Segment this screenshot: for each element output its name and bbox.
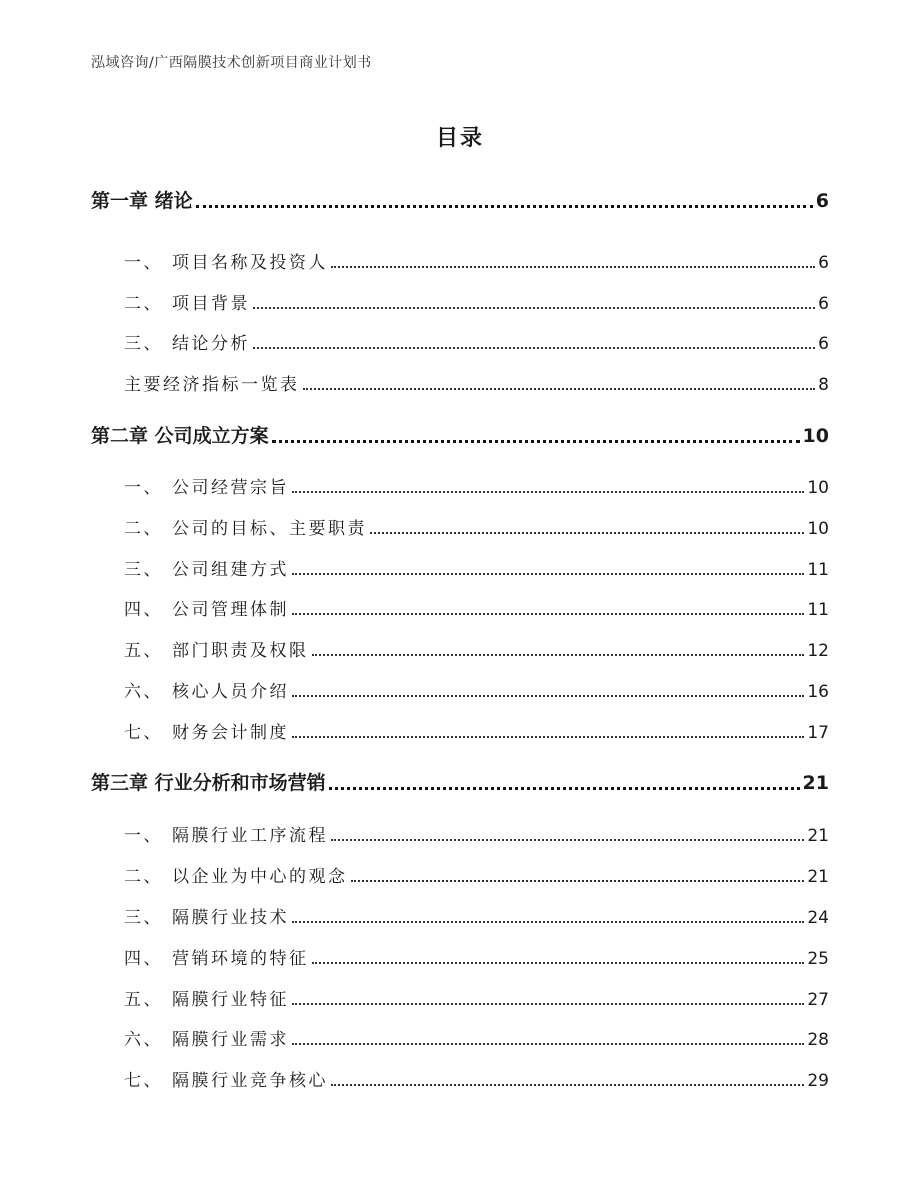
toc-chapter-entry[interactable] (91, 421, 829, 448)
toc-page-number: 21 (802, 772, 829, 794)
toc-entry-label (124, 1025, 289, 1050)
toc-page-number: 11 (807, 560, 829, 580)
toc-dot-leader (272, 439, 800, 443)
toc-dot-leader (292, 735, 804, 738)
toc-page-number: 6 (818, 253, 829, 273)
toc-entry-label (124, 329, 250, 354)
toc-entry-number: 六、 (124, 1030, 163, 1050)
toc-page-number: 24 (807, 908, 829, 928)
toc-entry-label (91, 186, 193, 213)
running-header: 泓域咨询/广西隔膜技术创新项目商业计划书 (91, 55, 372, 71)
toc-section-entry[interactable] (124, 329, 829, 354)
toc-page-number: 10 (807, 478, 829, 498)
toc-entry-label (124, 289, 250, 314)
toc-section-entry[interactable] (124, 248, 829, 273)
toc-entry-text: 部门职责及权限 (172, 641, 309, 661)
toc-chapter-entry[interactable] (91, 768, 829, 795)
toc-entry-number: 五、 (124, 641, 163, 661)
toc-entry-number: 一、 (124, 253, 163, 273)
toc-entry-text: 隔膜行业技术 (172, 908, 289, 928)
toc-dot-leader (292, 694, 804, 697)
toc-section-entry[interactable] (124, 821, 829, 846)
toc-entry-label (124, 862, 348, 887)
toc-dot-leader (292, 612, 804, 615)
toc-entry-label (124, 985, 289, 1010)
toc-dot-leader (312, 961, 805, 964)
toc-entry-label (124, 248, 328, 273)
toc-page-number: 8 (818, 375, 829, 395)
toc-entry-label (124, 514, 367, 539)
toc-entry-number: 五、 (124, 990, 163, 1010)
toc-entry-label (124, 821, 328, 846)
toc-entry-number: 四、 (124, 600, 163, 620)
toc-entry-text: 以企业为中心的观念 (172, 867, 348, 887)
toc-entry-text: 项目背景 (172, 294, 250, 314)
toc-entry-text: 隔膜行业需求 (172, 1030, 289, 1050)
toc-entry-label (124, 370, 300, 395)
toc-dot-leader (292, 1002, 804, 1005)
toc-page-number: 10 (802, 425, 829, 447)
toc-page-number: 11 (807, 600, 829, 620)
toc-entry-text: 主要经济指标一览表 (124, 375, 300, 395)
toc-entry-text: 第二章 公司成立方案 (91, 425, 269, 447)
toc-entry-label (124, 555, 289, 580)
toc-entry-number: 三、 (124, 334, 163, 354)
toc-page-number: 21 (807, 867, 829, 887)
toc-entry-label (124, 595, 289, 620)
toc-page-number: 10 (807, 519, 829, 539)
toc-entry-text: 项目名称及投资人 (172, 253, 328, 273)
toc-dot-leader (351, 879, 805, 882)
toc-section-entry[interactable] (124, 636, 829, 661)
toc-entry-label (124, 903, 289, 928)
toc-page-number: 21 (807, 826, 829, 846)
toc-page-number: 17 (807, 723, 829, 743)
toc-dot-leader (292, 1042, 804, 1045)
toc-dot-leader (370, 531, 804, 534)
toc-page-number: 28 (807, 1030, 829, 1050)
toc-dot-leader (253, 306, 815, 309)
toc-entry-number: 七、 (124, 1071, 163, 1091)
toc-entry-label (124, 1066, 328, 1091)
toc-entry-label (124, 677, 289, 702)
toc-entry-number: 三、 (124, 908, 163, 928)
toc-entry-text: 营销环境的特征 (172, 949, 309, 969)
toc-section-entry[interactable] (124, 514, 829, 539)
toc-section-entry[interactable] (124, 595, 829, 620)
toc-entry-text: 财务会计制度 (172, 723, 289, 743)
toc-section-entry[interactable] (124, 944, 829, 969)
toc-entry-number: 二、 (124, 519, 163, 539)
toc-entry-label (124, 636, 309, 661)
toc-dot-leader (292, 572, 804, 575)
toc-entry-text: 第三章 行业分析和市场营销 (91, 772, 326, 794)
toc-entry-number: 四、 (124, 949, 163, 969)
toc-section-entry[interactable] (124, 718, 829, 743)
toc-entry-number: 七、 (124, 723, 163, 743)
toc-dot-leader (331, 265, 815, 268)
toc-section-entry[interactable] (124, 1066, 829, 1091)
toc-entry-label (91, 421, 269, 448)
toc-entry-number: 二、 (124, 294, 163, 314)
toc-entry-text: 公司组建方式 (172, 560, 289, 580)
toc-section-entry[interactable] (124, 862, 829, 887)
toc-dot-leader (303, 387, 816, 390)
toc-dot-leader (196, 204, 813, 208)
toc-entry-text: 公司的目标、主要职责 (172, 519, 367, 539)
toc-section-entry[interactable] (124, 370, 829, 395)
toc-section-entry[interactable] (124, 555, 829, 580)
toc-entry-text: 公司管理体制 (172, 600, 289, 620)
toc-entry-number: 一、 (124, 478, 163, 498)
toc-dot-leader (331, 1083, 804, 1086)
toc-section-entry[interactable] (124, 903, 829, 928)
toc-section-entry[interactable] (124, 1025, 829, 1050)
toc-page-number: 16 (807, 682, 829, 702)
toc-dot-leader (329, 786, 800, 790)
toc-dot-leader (292, 490, 804, 493)
toc-entry-text: 隔膜行业竞争核心 (172, 1071, 328, 1091)
toc-entry-text: 结论分析 (172, 334, 250, 354)
toc-chapter-entry[interactable] (91, 186, 829, 213)
toc-entry-number: 六、 (124, 682, 163, 702)
toc-dot-leader (292, 920, 804, 923)
toc-entry-number: 一、 (124, 826, 163, 846)
toc-page-number: 6 (815, 190, 829, 212)
toc-dot-leader (312, 653, 805, 656)
toc-page-number: 29 (807, 1071, 829, 1091)
toc-entry-text: 第一章 绪论 (91, 190, 193, 212)
toc-entry-label (124, 473, 289, 498)
toc-section-entry[interactable] (124, 473, 829, 498)
toc-page-number: 27 (807, 990, 829, 1010)
toc-page-number: 6 (818, 334, 829, 354)
toc-dot-leader (253, 346, 815, 349)
toc-page-number: 6 (818, 294, 829, 314)
toc-dot-leader (331, 838, 804, 841)
toc-page-number: 25 (807, 949, 829, 969)
toc-entry-label (124, 944, 309, 969)
toc-title: 目录 (435, 126, 484, 151)
toc-entry-text: 隔膜行业工序流程 (172, 826, 328, 846)
toc-section-entry[interactable] (124, 677, 829, 702)
toc-entry-number: 二、 (124, 867, 163, 887)
toc-entry-number: 三、 (124, 560, 163, 580)
toc-entry-text: 核心人员介绍 (172, 682, 289, 702)
toc-section-entry[interactable] (124, 289, 829, 314)
toc-entry-label (124, 718, 289, 743)
toc-entry-label (91, 768, 326, 795)
toc-page-number: 12 (807, 641, 829, 661)
toc-entry-text: 公司经营宗旨 (172, 478, 289, 498)
toc-section-entry[interactable] (124, 985, 829, 1010)
toc-entry-text: 隔膜行业特征 (172, 990, 289, 1010)
